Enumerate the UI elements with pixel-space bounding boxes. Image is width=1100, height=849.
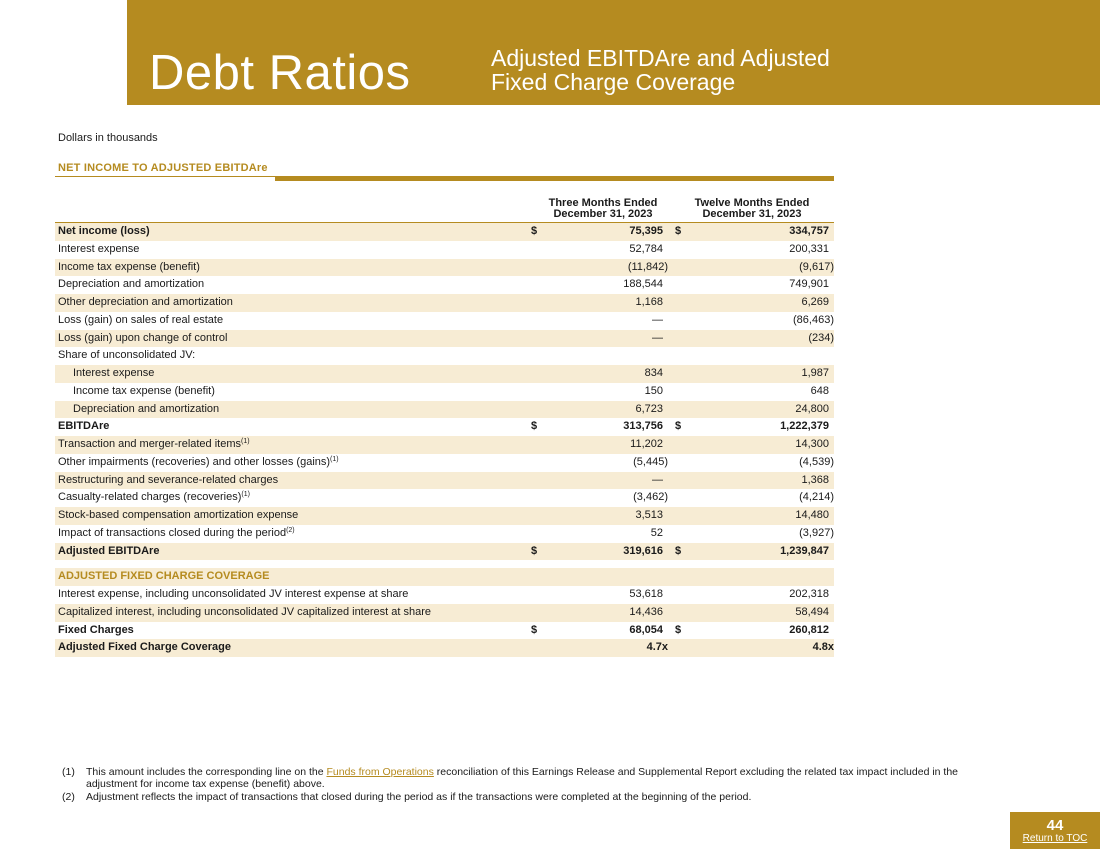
value-twelve-months: 334,757 — [789, 225, 829, 237]
value-twelve-months: (86,463) — [793, 313, 834, 326]
row-label: Adjusted EBITDAre — [58, 544, 160, 557]
value-three-months: 4.7x — [646, 641, 668, 654]
value-three-months: (5,445) — [633, 455, 668, 468]
value-three-months: 3,513 — [635, 509, 663, 521]
value-twelve-months: (3,927) — [799, 526, 834, 539]
table-row — [55, 604, 834, 622]
value-twelve-months: (4,539) — [799, 455, 834, 468]
footnote-text: reconciliation of this Earnings Release and Supplemental Report excluding the related tax impact included in the adjustment for income tax expense (benefit) above. — [86, 766, 959, 790]
row-label: Stock-based compensation amortization expense — [58, 509, 299, 521]
value-twelve-months: 14,300 — [795, 438, 829, 450]
units-note: Dollars in thousands — [58, 132, 158, 144]
value-twelve-months: 6,269 — [801, 296, 829, 308]
page-subtitle — [491, 46, 830, 94]
table-row — [55, 241, 834, 259]
subtitle-line-1: Adjusted EBITDAre and Adjusted — [491, 45, 830, 71]
row-label — [58, 525, 295, 543]
footnote-number: (1) — [62, 766, 75, 778]
table-row — [55, 330, 834, 348]
table-row-adjusted-ebitdare — [55, 543, 834, 561]
row-label: Income tax expense (benefit) — [58, 260, 200, 273]
footnote-text: This amount includes the corresponding line on the — [86, 766, 324, 778]
value-twelve-months: 200,331 — [789, 242, 829, 255]
currency-symbol: $ — [531, 544, 538, 557]
row-label: EBITDAre — [58, 420, 110, 433]
currency-symbol: $ — [675, 623, 682, 636]
header-banner — [127, 0, 1100, 105]
value-twelve-months: 202,318 — [789, 588, 829, 600]
table-row — [55, 525, 834, 543]
table-row — [55, 436, 834, 454]
table-row — [55, 365, 834, 383]
value-twelve-months: (234) — [808, 331, 834, 344]
currency-symbol: $ — [531, 420, 538, 433]
table-row — [55, 383, 834, 401]
table-row — [55, 454, 834, 472]
currency-symbol: $ — [531, 623, 538, 636]
value-three-months: — — [652, 313, 663, 326]
table-row — [55, 472, 834, 490]
row-label: Loss (gain) upon change of control — [58, 331, 228, 344]
footnote-ref: (1) — [241, 438, 250, 445]
funds-from-operations-link[interactable]: Funds from Operations — [326, 766, 434, 778]
row-label: Income tax expense (benefit) — [73, 384, 215, 397]
value-three-months: 11,202 — [630, 438, 663, 450]
footnote-2 — [62, 791, 1012, 803]
section-rule-thin — [55, 176, 275, 177]
footnote-1 — [62, 766, 1012, 790]
value-twelve-months: 648 — [810, 384, 829, 397]
row-label: ADJUSTED FIXED CHARGE COVERAGE — [58, 570, 270, 583]
value-twelve-months: 1,222,379 — [780, 420, 829, 433]
page-number-box — [1010, 812, 1100, 849]
subtitle-line-2: Fixed Charge Coverage — [491, 69, 736, 95]
value-three-months: 150 — [644, 384, 663, 397]
value-three-months: 188,544 — [623, 278, 663, 291]
row-label: Restructuring and severance-related charges — [58, 473, 279, 486]
section-rule-thick — [275, 176, 834, 181]
table-row — [55, 586, 834, 604]
table-row-fixed-charges — [55, 622, 834, 640]
value-three-months: 834 — [644, 367, 663, 379]
currency-symbol: $ — [675, 225, 682, 237]
return-to-toc-link[interactable]: Return to TOC — [1022, 833, 1088, 844]
value-three-months: 14,436 — [629, 605, 663, 618]
value-twelve-months: (4,214) — [799, 491, 834, 504]
value-twelve-months: 1,239,847 — [780, 544, 829, 557]
column-header-line: December 31, 2023 — [553, 208, 653, 220]
value-twelve-months: 1,368 — [801, 473, 829, 486]
page-title: Debt Ratios — [149, 46, 411, 100]
row-label: Capitalized interest, including unconsolidated JV capitalized interest at share — [58, 605, 431, 618]
row-label: Other depreciation and amortization — [58, 296, 233, 308]
row-label-text: Impact of transactions closed during the period — [58, 526, 287, 539]
value-three-months: 53,618 — [629, 588, 663, 600]
value-twelve-months: 14,480 — [795, 509, 829, 521]
value-three-months: 75,395 — [629, 225, 663, 237]
value-twelve-months: 24,800 — [795, 402, 829, 415]
section-spacer — [55, 560, 834, 568]
currency-symbol: $ — [675, 544, 682, 557]
row-label: Interest expense, including unconsolidated JV interest expense at share — [58, 588, 409, 600]
section-heading-ebitdare: NET INCOME TO ADJUSTED EBITDAre — [58, 162, 268, 174]
footnote-number: (2) — [62, 791, 75, 803]
value-three-months: — — [652, 473, 663, 486]
value-twelve-months: 749,901 — [789, 278, 829, 291]
table-row — [55, 347, 834, 365]
page-number: 44 — [1046, 817, 1064, 834]
table-row — [55, 489, 834, 507]
column-header-line: Three Months Ended — [548, 197, 658, 209]
row-label: Interest expense — [58, 242, 140, 255]
value-three-months: 319,616 — [623, 544, 663, 557]
column-header-line: Twelve Months Ended — [694, 197, 810, 209]
value-twelve-months: 4.8x — [812, 641, 834, 654]
value-three-months: 52 — [650, 526, 663, 539]
column-header-three-months — [535, 198, 671, 220]
column-header-line: December 31, 2023 — [702, 208, 802, 220]
table-row-coverage — [55, 639, 834, 657]
table-row — [55, 259, 834, 277]
value-three-months: (11,842) — [627, 260, 668, 273]
value-twelve-months: (9,617) — [799, 260, 834, 273]
row-label: Depreciation and amortization — [58, 278, 205, 291]
row-label: Fixed Charges — [58, 623, 134, 636]
value-twelve-months: 1,987 — [801, 367, 829, 379]
table-row-net-income — [55, 223, 834, 241]
value-three-months: 6,723 — [635, 402, 663, 415]
currency-symbol: $ — [531, 225, 538, 237]
footnote-ref: (1) — [330, 455, 339, 463]
row-label: Adjusted Fixed Charge Coverage — [58, 641, 231, 654]
table-row — [55, 507, 834, 525]
value-twelve-months: 260,812 — [789, 623, 829, 636]
value-twelve-months: 58,494 — [795, 605, 829, 618]
footnote-ref: (1) — [241, 491, 250, 499]
section-heading-fixed-charge — [55, 568, 834, 586]
value-three-months: 313,756 — [623, 420, 663, 433]
table-row-ebitdare — [55, 418, 834, 436]
row-label — [58, 454, 339, 472]
footnotes — [62, 766, 1012, 804]
row-label: Loss (gain) on sales of real estate — [58, 313, 224, 326]
reconciliation-table — [55, 223, 834, 657]
row-label: Depreciation and amortization — [73, 402, 220, 415]
footnote-text: Adjustment reflects the impact of transactions that closed during the period as if the transactions were completed at the beginning of the period. — [86, 791, 752, 803]
value-three-months: 52,784 — [629, 242, 663, 255]
row-label — [58, 436, 250, 454]
value-three-months: 68,054 — [629, 623, 663, 636]
value-three-months: 1,168 — [635, 296, 663, 308]
value-three-months: — — [652, 331, 663, 344]
row-label-text: Transaction and merger-related items — [58, 438, 242, 450]
table-row — [55, 294, 834, 312]
value-three-months: (3,462) — [633, 491, 668, 504]
row-label: Share of unconsolidated JV: — [58, 349, 196, 362]
row-label-text: Other impairments (recoveries) and other losses (gains) — [58, 455, 331, 468]
table-row — [55, 312, 834, 330]
row-label: Interest expense — [73, 367, 155, 379]
footnote-ref: (2) — [286, 526, 295, 534]
row-label — [58, 489, 250, 507]
currency-symbol: $ — [675, 420, 682, 433]
row-label: Net income (loss) — [58, 225, 150, 237]
column-header-twelve-months — [680, 198, 824, 220]
row-label-text: Casualty-related charges (recoveries) — [58, 491, 242, 504]
table-row — [55, 401, 834, 419]
table-row — [55, 276, 834, 294]
